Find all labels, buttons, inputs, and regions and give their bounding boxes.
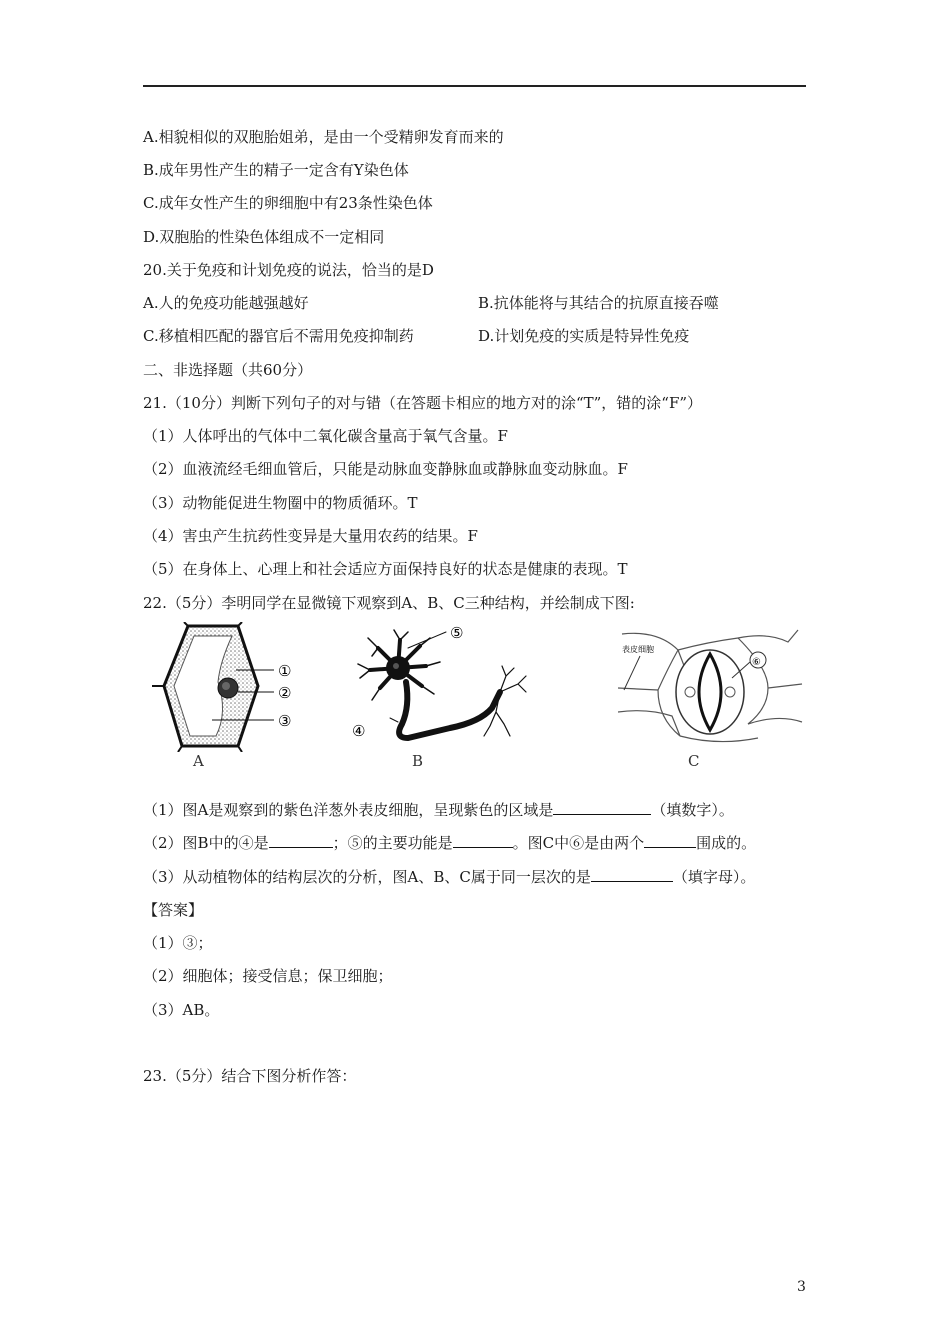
q19-option-d: D.双胞胎的性染色体组成不一定相同 <box>143 228 385 246</box>
figure-c-label: C <box>688 752 700 770</box>
mark-4: ④ <box>352 722 366 740</box>
q22-sub2-blank-2[interactable] <box>453 833 513 848</box>
q23-stem: 23.（5分）结合下图分析作答： <box>143 1067 357 1085</box>
q21-stem: 21.（10分）判断下列句子的对与错（在答题卡相应的地方对的涂“T”，错的涂“F”） <box>143 394 703 412</box>
figure-b-neuron <box>350 626 530 752</box>
mark-6: ⑥ <box>752 657 761 668</box>
q22-sub1-text-a: （1）图A是观察到的紫色洋葱外表皮细胞，呈现紫色的区域是 <box>143 801 554 819</box>
q22-sub2 <box>143 833 756 853</box>
section2-title: 二、非选择题（共60分） <box>143 361 313 379</box>
figure-a-onion-cell <box>150 622 310 752</box>
q22-sub1 <box>143 800 734 820</box>
q19-option-c: C.成年女性产生的卵细胞中有23条性染色体 <box>143 194 433 212</box>
q22-sub2-text-b: ；⑤的主要功能是 <box>332 834 453 852</box>
q22-sub2-text-a: （2）图B中的④是 <box>143 834 269 852</box>
q20-option-a: A.人的免疫功能越强越好 <box>143 294 309 312</box>
q20-option-d: D.计划免疫的实质是特异性免疫 <box>478 327 690 345</box>
q22-sub3-text-a: （3）从动植物体的结构层次的分析，图A、B、C属于同一层次的是 <box>143 868 591 886</box>
q22-sub3-blank[interactable] <box>591 867 673 882</box>
q19-option-b: B.成年男性产生的精子一定含有Y染色体 <box>143 161 409 179</box>
answer-3: （3）AB。 <box>143 1001 220 1019</box>
q22-sub2-blank-1[interactable] <box>269 833 333 848</box>
q20-stem: 20.关于免疫和计划免疫的说法，恰当的是D <box>143 261 434 279</box>
mark-2: ② <box>278 684 292 702</box>
q22-sub2-text-d: 围成的。 <box>696 834 757 852</box>
q19-option-a: A.相貌相似的双胞胎姐弟，是由一个受精卵发育而来的 <box>143 128 504 146</box>
figure-c-stomata <box>618 628 804 746</box>
q20-option-c: C.移植相匹配的器官后不需用免疫抑制药 <box>143 327 414 345</box>
q22-sub3 <box>143 867 755 887</box>
header-rule <box>143 85 806 87</box>
q21-item-1: （1）人体呼出的气体中二氧化碳含量高于氧气含量。F <box>143 427 508 445</box>
q21-item-3: （3）动物能促进生物圈中的物质循环。T <box>143 494 418 512</box>
q21-item-4: （4）害虫产生抗药性变异是大量用农药的结果。F <box>143 527 478 545</box>
mark-5: ⑤ <box>450 626 464 642</box>
q22-stem: 22.（5分）李明同学在显微镜下观察到A、B、C三种结构，并绘制成下图: <box>143 594 635 612</box>
figure-b-label: B <box>412 752 424 770</box>
q21-item-5: （5）在身体上、心理上和社会适应方面保持良好的状态是健康的表现。T <box>143 560 628 578</box>
figure-c-inner-text: 表皮细胞 <box>622 645 654 654</box>
q22-sub3-text-b: （填字母）。 <box>672 868 756 886</box>
page-number: 3 <box>797 1279 806 1295</box>
q21-item-2: （2）血液流经毛细血管后，只能是动脉血变静脉血或静脉血变动脉血。F <box>143 460 628 478</box>
q22-sub1-text-b: （填数字）。 <box>651 801 734 819</box>
mark-3: ③ <box>278 712 292 730</box>
q22-sub2-blank-3[interactable] <box>644 833 696 848</box>
answer-1: （1）③； <box>143 934 213 952</box>
answer-2: （2）细胞体；接受信息；保卫细胞； <box>143 967 393 985</box>
mark-1: ① <box>278 662 292 680</box>
q20-option-b: B.抗体能将与其结合的抗原直接吞噬 <box>478 294 719 312</box>
figure-a-label: A <box>193 752 204 770</box>
q22-sub1-blank[interactable] <box>553 800 651 815</box>
answer-title: 【答案】 <box>143 901 204 919</box>
q22-sub2-text-c: 。图C中⑥是由两个 <box>512 834 645 852</box>
